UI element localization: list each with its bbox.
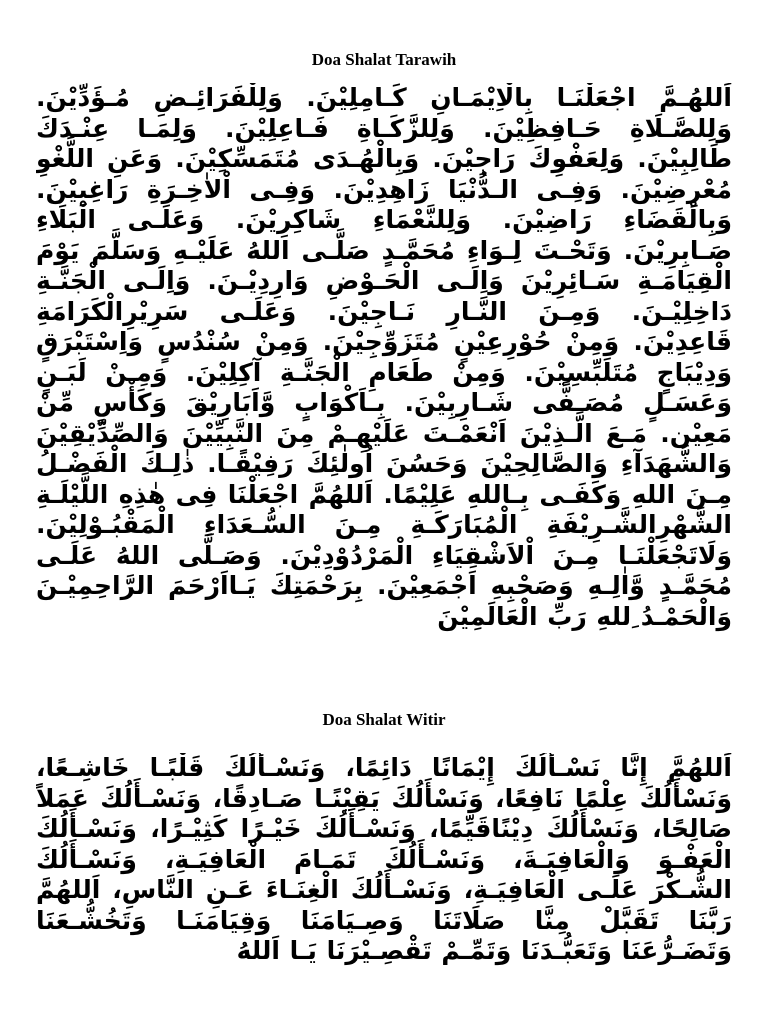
witir-prayer-text: اَللهُمَّ إِنَّا نَسْـأَلُكَ إِيْمَانًا دَائِمًا، وَنَسْـأَلُكَ قَلْبًـا خَاشِـعًا، وَنَسْأَلُكَ عِلْمًا نَافِعًا، وَنَسْأَلُكَ يَقِيْنًـا صَـادِقًا، وَنَسْـأَلُكَ عَمَلاً صَالِحًا، وَنَسْأَلُكَ دِيْنًاقَيِّمًا، وَنَسْـأَلُكَ خَيْـرًا كَثِيْـرًا، وَنَسْـأَلُكَ الْعَفْـوَ وَالْعَافِيَـةَ، وَنَسْـأَلُكَ تَمَـامَ الْعَافِيَـةِ، وَنَسْـأَلُكَ الشُّـكْرَ عَلَـى الْعَافِيَـةِ، وَنَسْـأَلُكَ الْغِنَـاءَ عَـنِ النَّاسِ، اَللهُمَّ رَبَّنَا تَقَبَّلْ مِنَّا صَلَاتَنَا وَصِـيَامَنَا وَقِيَامَنَـا وَتَخُشُّـعَنَا وَتَضَـرُّعَنَا وَتَعَبُّـدَنَا وَتَمِّـمْ تَقْصِـيْرَنَا يَـا اَللهُ: [36, 753, 732, 965]
tarawih-prayer-text: اَللهُـمَّ اجْعَلْنَـا بِالْاِيْمَـانِ كَـامِلِيْنَ. وَلِلْفَرَائِـضِ مُـؤَدِّيْنَ. وَلِلصَّـلَاةِ حَـافِظِيْنَ. وَلِلزَّكَـاةِ فَـاعِلِيْنَ. وَلِمَـا عِنْـدَكَ طَالِبِيْنَ. وَلِعَفْوِكَ رَاجِيْنَ. وَبِالْهُـدَى مُتَمَسِّكِيْنَ. وَعَنِ اللَّغْوِ مُعْرِضِيْنَ. وَفِـى الـدُّنْيَا زَاهِدِيْنَ. وَفِـى اْلاٰخِـرَةِ رَاغِبِيْنَ. وَبِالْقَضَاءِ رَاضِيْنَ. وَلِلنَّعْمَاءِ شَاكِرِيْنَ. وَعَلَـى الْبَلَاءِ صَـابِرِيْنَ. وَتَحْـتَ لِـوَاءِ مُحَمَّـدٍ صَلَّـى اللهُ عَلَيْـهِ وَسَلَّمَ يَوْمَ الْقِيَامَـةِ سَـائِرِيْنَ وَاِلَـى الْحَـوْضِ وَارِدِيْـنَ. وَاِلَـى الْجَنَّـةِ دَاخِلِيْـنَ. وَمِـنَ النَّـارِ نَـاجِيْنَ. وَعَلَـى سَرِيْرِالْكَرَامَةِ قَاعِدِيْنَ. وَمِنْ حُوْرِعِيْنٍ مُتَزَوِّجِيْنَ. وَمِنْ سُنْدُسٍ وَاِسْتَبْرَقٍ وَدِيْبَاجٍ مُتَلَبِّسِيْنَ. وَمِنْ طَعَامِ الْجَنَّـةِ آكِلِيْنَ. وَمِـنْ لَبَـنٍ وَعَسَـلٍ مُصَـفًّى شَـارِبِيْنَ. بِـاَكْوَابٍ وَّاَبَارِيْقَ وَكَأْسٍ مِّنْ مَعِيْن. مَـعَ الَّـذِيْنَ اَنْعَمْـتَ عَلَيْهِـمْ مِنَ النَّبِيِّيْنَ وَالصِّدِّيْقِيْنَ وَالشُّهَدَآءِ وَالصَّالِحِيْنَ وَحَسُنَ اُولٰئِكَ رَفِيْقًـا. ذٰلِـكَ الْفَضْـلُ مِـنَ اللهِ وَكَفَـى بِـاللهِ عَلِيْمًا. اَللهُمَّ اجْعَلْنَا فِى هٰذِهِ اللَّيْلَـةِ الشَّهْرِالشَّـرِيْفَةِ الْمُبَارَكَـةِ مِـنَ السُّـعَدَاءِ الْمَقْبُـوْلِيْنَ. وَلَاتَجْعَلْنَـا مِـنَ اْلاَشْقِيَاءِ الْمَرْدُوْدِيْنَ. وَصَـلَّى اللهُ عَلَـى مُحَمَّـدٍ وَّاٰلِـهِ وَصَحْبِهِ اَجْمَعِيْنَ. بِرَحْمَتِكَ يَـااَرْحَمَ الرَّاحِمِيْـنَ وَالْحَمْـدُ ِللهِ رَبِّ الْعَالَمِيْنَ: [36, 83, 732, 631]
tarawih-title: Doa Shalat Tarawih: [311, 50, 457, 69]
witir-title: Doa Shalat Witir: [322, 710, 446, 729]
